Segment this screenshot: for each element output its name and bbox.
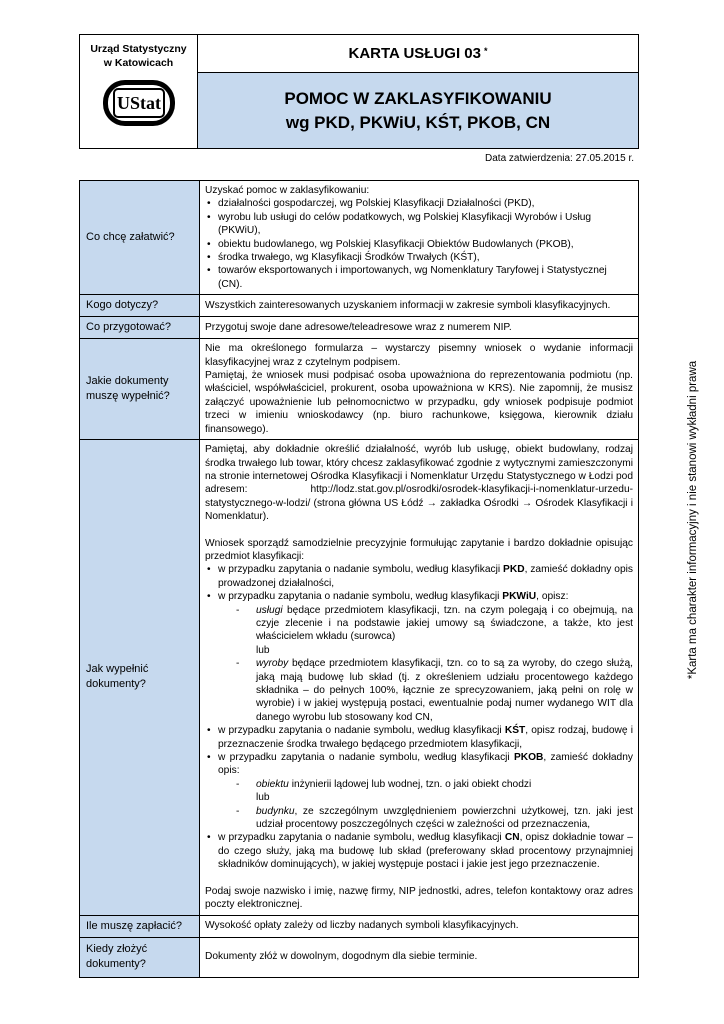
row-who bbox=[80, 295, 639, 317]
ustat-logo bbox=[102, 77, 176, 129]
list-item: • towarów eksportowanych i importowanych, wg Nomenklatury Taryfowej i Statystycznej (CN). bbox=[218, 264, 633, 291]
list-item: • w przypadku zapytania o nadanie symbolu, według klasyfikacji CN, opisz dokładnie towar – do czego służy, jaką ma budowę lub skład (preferowany skład procentowy przynajmniej składników dominujących), w jakiej występuje postaci i jakie jest jego przeznaczenie. bbox=[218, 831, 633, 871]
fill-paragraph-1: Pamiętaj, aby dokładnie określić działalność, wyrób lub usługę, obiekt budowlany, rodzaj środka trwałego lub towar, który chcesz zaklasyfikować zgodnie z wytycznymi zamieszczonymi na stronie internetowej Ośrodka Klasyfikacji i Nomenklatur Urzędu Statystycznego w Łodzi pod adresem: http://lodz.stat.gov.pl/osrodki/osrodek-klasyfikacji-i-nomenklatur-urzedu-statystycznego-w-lodzi/ (strona główna US Łódź → zakładka Ośrodki → Ośrodek Klasyfikacji i Nomenklatur). bbox=[205, 444, 633, 523]
fill-paragraph-2: Wniosek sporządź samodzielnie precyzyjnie formułując zapytanie i bardzo dokładnie opisując przedmiot klasyfikacji: bbox=[205, 537, 633, 562]
row-documents bbox=[80, 339, 639, 440]
fill-list bbox=[205, 563, 633, 871]
list-item: • w przypadku zapytania o nadanie symbolu, według klasyfikacji PKWiU, opisz: - usługi będące przedmiotem klasyfikacji, tzn. na czym polegają i co obejmują, na czyje zlecenie i na podstawie jakiej umowy są świadczone, a także, kto jest właścicielem wkładu (surowca) lub - wyroby będące przedmiotem klasyfikacji, tzn. co to są za wyroby, do czego służą, jaką mają budowę lub skład (tj. z określeniem udziału procentowego każdego składnika – do pełnych 100%, łącznie ze sprecyzowaniem, jaką pełni on rolę w wyrobie) i w jakiej występują postaci, ewentualnie podaj numer wydanego WIT dla danego wyrobu lub stosowany kod CN, bbox=[218, 590, 633, 724]
office-line-2: w Katowicach bbox=[103, 57, 174, 69]
row-label: Co przygotować? bbox=[80, 317, 200, 339]
fill-paragraph-3: Podaj swoje nazwisko i imię, nazwę firmy, NIP jednostki, adres, telefon kontaktowy oraz adres poczty elektronicznej. bbox=[205, 885, 633, 911]
title-cell bbox=[198, 35, 638, 148]
row-prepare bbox=[80, 317, 639, 339]
service-table bbox=[79, 180, 639, 978]
what-intro: Uzyskać pomoc w zaklasyfikowaniu: bbox=[205, 185, 370, 196]
list-item: - usługi będące przedmiotem klasyfikacji, tzn. na czym polegają i co obejmują, na czyje zlecenie i na podstawie jakiej umowy są świadczone, a także, kto jest właścicielem wkładu (surowca) lub bbox=[256, 604, 633, 658]
row-label: Jakie dokumenty muszę wypełnić? bbox=[80, 339, 200, 440]
card-title bbox=[198, 35, 638, 73]
list-item: - obiektu inżynierii lądowej lub wodnej, tzn. o jaki obiekt chodzi lub bbox=[256, 778, 633, 805]
list-item: • wyrobu lub usługi do celów podatkowych, wg Polskiej Klasyfikacji Wyrobów i Usług (PKWiU), bbox=[218, 211, 633, 238]
row-label: Jak wypełnić dokumenty? bbox=[80, 440, 200, 915]
list-item: • w przypadku zapytania o nadanie symbolu, według klasyfikacji PKOB, zamieść dokładny opis: - obiektu inżynierii lądowej lub wodnej, tzn. o jaki obiekt chodzi lub - budynku, ze szczególnym uwzględnieniem powierzchni użytkowej, tzn. jaki jest udział procentowy poszczególnych części w zależności od przeznaczenia, bbox=[218, 751, 633, 831]
side-note-text: *Karta ma charakter informacyjny i nie stanowi wykładni prawa bbox=[687, 360, 699, 680]
service-title-line-2: wg PKD, PKWiU, KŚT, PKOB, CN bbox=[285, 112, 551, 132]
card-title-mark: * bbox=[484, 45, 488, 56]
row-fill bbox=[80, 440, 639, 915]
documents-paragraph-1: Nie ma określonego formularza – wystarczy pisemny wniosek o wydanie informacji klasyfikacyjnej wraz z czytelnym podpisem. bbox=[205, 343, 633, 368]
list-item: • środka trwałego, wg Klasyfikacji Środków Trwałych (KŚT), bbox=[218, 251, 633, 264]
row-value bbox=[200, 181, 639, 295]
row-label: Kiedy złożyć dokumenty? bbox=[80, 937, 200, 977]
row-value: Wysokość opłaty zależy od liczby nadanych symboli klasyfikacyjnych. bbox=[200, 915, 639, 937]
row-submit bbox=[80, 937, 639, 977]
list-item: • w przypadku zapytania o nadanie symbolu, według klasyfikacji PKD, zamieść dokładny opis prowadzonej działalności, bbox=[218, 563, 633, 590]
office-line-1: Urząd Statystyczny bbox=[90, 43, 187, 55]
row-value: Wszystkich zainteresowanych uzyskaniem informacji w zakresie symboli klasyfikacyjnych. bbox=[200, 295, 639, 317]
row-fee bbox=[80, 915, 639, 937]
row-what bbox=[80, 181, 639, 295]
row-value: Dokumenty złóż w dowolnym, dogodnym dla siebie terminie. bbox=[200, 937, 639, 977]
row-value: Przygotuj swoje dane adresowe/teleadresowe wraz z numerem NIP. bbox=[200, 317, 639, 339]
list-item: - budynku, ze szczególnym uwzględnieniem powierzchni użytkowej, tzn. jaki jest udział procentowy poszczególnych części w zależności od przeznaczenia, bbox=[256, 805, 633, 832]
office-name bbox=[80, 35, 197, 70]
pkob-sublist bbox=[218, 778, 633, 832]
list-item: • obiektu budowlanego, wg Polskiej Klasyfikacji Obiektów Budowlanych (PKOB), bbox=[218, 238, 633, 251]
pkwiu-sublist bbox=[218, 604, 633, 725]
office-cell bbox=[80, 35, 198, 148]
documents-paragraph-2: Pamiętaj, że wniosek musi podpisać osoba upoważniona do reprezentowania podmiotu (np. właściciel, współwłaściciel, prokurent, osoba upoważniona w KRS). Nie zapomnij, że musisz załączyć upoważnienie lub pełnomocnictwo w przypadku, gdy wniosek podpisuje podmiot trzeci w imieniu wnioskodawcy (np. biuro rachunkowe, księgowa, kierownik działu finansowego). bbox=[205, 370, 633, 435]
service-title-line-1: POMOC W ZAKLASYFIKOWANIU bbox=[284, 88, 552, 108]
card-title-text: KARTA USŁUGI 03 bbox=[348, 45, 481, 62]
logo-text: UStat bbox=[116, 93, 161, 113]
row-label: Ile muszę zapłacić? bbox=[80, 915, 200, 937]
row-value bbox=[200, 440, 639, 915]
approval-date: Data zatwierdzenia: 27.05.2015 r. bbox=[485, 153, 634, 164]
list-item: • działalności gospodarczej, wg Polskiej Klasyfikacji Działalności (PKD), bbox=[218, 197, 633, 210]
header-box bbox=[79, 34, 639, 149]
list-item: • w przypadku zapytania o nadanie symbolu, według klasyfikacji KŚT, opisz rodzaj, budowę i przeznaczenie środka trwałego będącego przedmiotem klasyfikacji, bbox=[218, 724, 633, 751]
row-value bbox=[200, 339, 639, 440]
what-list bbox=[205, 197, 633, 291]
list-item: - wyroby będące przedmiotem klasyfikacji, tzn. co to są za wyroby, do czego służą, jaką mają budowę lub skład (tj. z określeniem udziału procentowego każdego składnika – do pełnych 100%, łącznie ze sprecyzowaniem, jaką pełni on rolę w wyrobie) i w jakiej występują postaci, ewentualnie podaj numer wydanego WIT dla danego wyrobu lub stosowany kod CN, bbox=[256, 657, 633, 724]
row-label: Co chcę załatwić? bbox=[80, 181, 200, 295]
row-label: Kogo dotyczy? bbox=[80, 295, 200, 317]
service-title bbox=[198, 73, 638, 148]
